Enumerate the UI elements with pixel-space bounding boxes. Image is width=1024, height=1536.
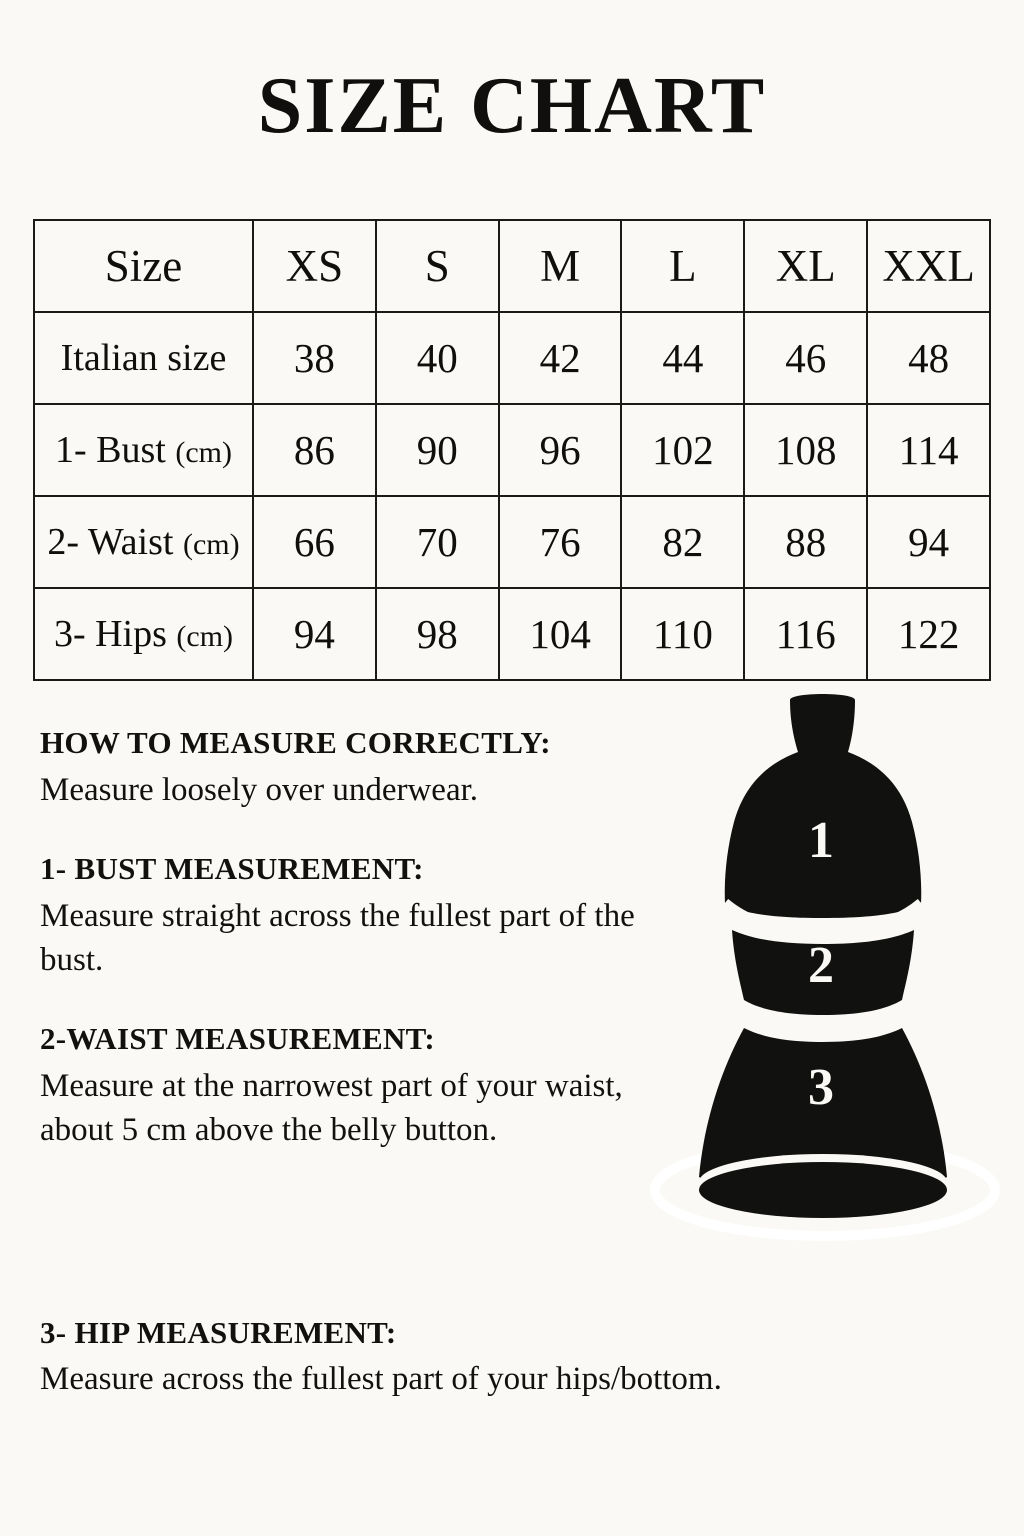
row-label: 1- Bust <box>55 429 166 471</box>
row-header-hips <box>34 588 253 680</box>
cell-hips-xs: 94 <box>253 588 376 680</box>
instruction-text-bust: Measure straight across the fullest part of the bust. <box>40 897 635 979</box>
table-header-row <box>34 220 990 312</box>
cell-bust-xxl: 114 <box>867 404 990 496</box>
column-header-l: L <box>621 220 744 312</box>
cell-waist-m: 76 <box>499 496 622 588</box>
cell-hips-xl: 116 <box>744 588 867 680</box>
column-header-m: M <box>499 220 622 312</box>
row-unit: (cm) <box>182 528 240 561</box>
figure-marker-3: 3 <box>808 1059 834 1116</box>
cell-waist-s: 70 <box>376 496 499 588</box>
instructions-section <box>40 712 680 1153</box>
instructions-intro-text: Measure loosely over underwear. <box>40 771 479 808</box>
row-header-bust <box>34 404 253 496</box>
instructions-intro-block <box>40 722 680 812</box>
instruction-block-waist <box>40 1018 680 1152</box>
figure-marker-1: 1 <box>808 812 834 869</box>
page-title: SIZE CHART <box>257 62 767 150</box>
row-label: 2- Waist <box>47 521 174 563</box>
instruction-block-hip <box>40 1315 980 1401</box>
instruction-heading-waist: 2-WAIST MEASUREMENT: <box>40 1021 435 1057</box>
cell-bust-xs: 86 <box>253 404 376 496</box>
cell-hips-m: 104 <box>499 588 622 680</box>
column-header-s: S <box>376 220 499 312</box>
column-header-xs: XS <box>253 220 376 312</box>
table-row <box>34 312 990 404</box>
row-header-waist <box>34 496 253 588</box>
cell-bust-m: 96 <box>499 404 622 496</box>
instructions-heading: HOW TO MEASURE CORRECTLY: <box>40 725 551 760</box>
instruction-heading-bust: 1- BUST MEASUREMENT: <box>40 851 424 887</box>
row-label: Italian size <box>60 337 227 379</box>
table-row <box>34 404 990 496</box>
cell-hips-xxl: 122 <box>867 588 990 680</box>
figure-marker-2: 2 <box>808 937 834 994</box>
cell-hips-l: 110 <box>621 588 744 680</box>
size-chart-table <box>33 219 991 681</box>
instruction-text-waist: Measure at the narrowest part of your waist, about 5 cm above the belly button. <box>40 1068 623 1149</box>
column-header-xl: XL <box>744 220 867 312</box>
cell-italian-l: 44 <box>621 312 744 404</box>
cell-waist-l: 82 <box>621 496 744 588</box>
instruction-text-hip: Measure across the fullest part of your hips/bottom. <box>40 1361 722 1397</box>
cell-waist-xl: 88 <box>744 496 867 588</box>
cell-bust-s: 90 <box>376 404 499 496</box>
mannequin-figure <box>640 690 1000 1270</box>
cell-bust-l: 102 <box>621 404 744 496</box>
table-row <box>34 588 990 680</box>
instruction-block-bust <box>40 848 680 982</box>
table-row <box>34 496 990 588</box>
row-unit: (cm) <box>176 620 234 653</box>
row-unit: (cm) <box>175 436 232 469</box>
cell-italian-m: 42 <box>499 312 622 404</box>
cell-italian-xs: 38 <box>253 312 376 404</box>
instruction-heading-hip: 3- HIP MEASUREMENT: <box>40 1315 397 1350</box>
column-header-size: Size <box>34 220 253 312</box>
row-header-italian-size <box>34 312 253 404</box>
cell-italian-xl: 46 <box>744 312 867 404</box>
cell-bust-xl: 108 <box>744 404 867 496</box>
cell-waist-xxl: 94 <box>867 496 990 588</box>
cell-italian-s: 40 <box>376 312 499 404</box>
row-label: 3- Hips <box>53 613 167 655</box>
cell-hips-s: 98 <box>376 588 499 680</box>
column-header-xxl: XXL <box>867 220 990 312</box>
cell-waist-xs: 66 <box>253 496 376 588</box>
cell-italian-xxl: 48 <box>867 312 990 404</box>
